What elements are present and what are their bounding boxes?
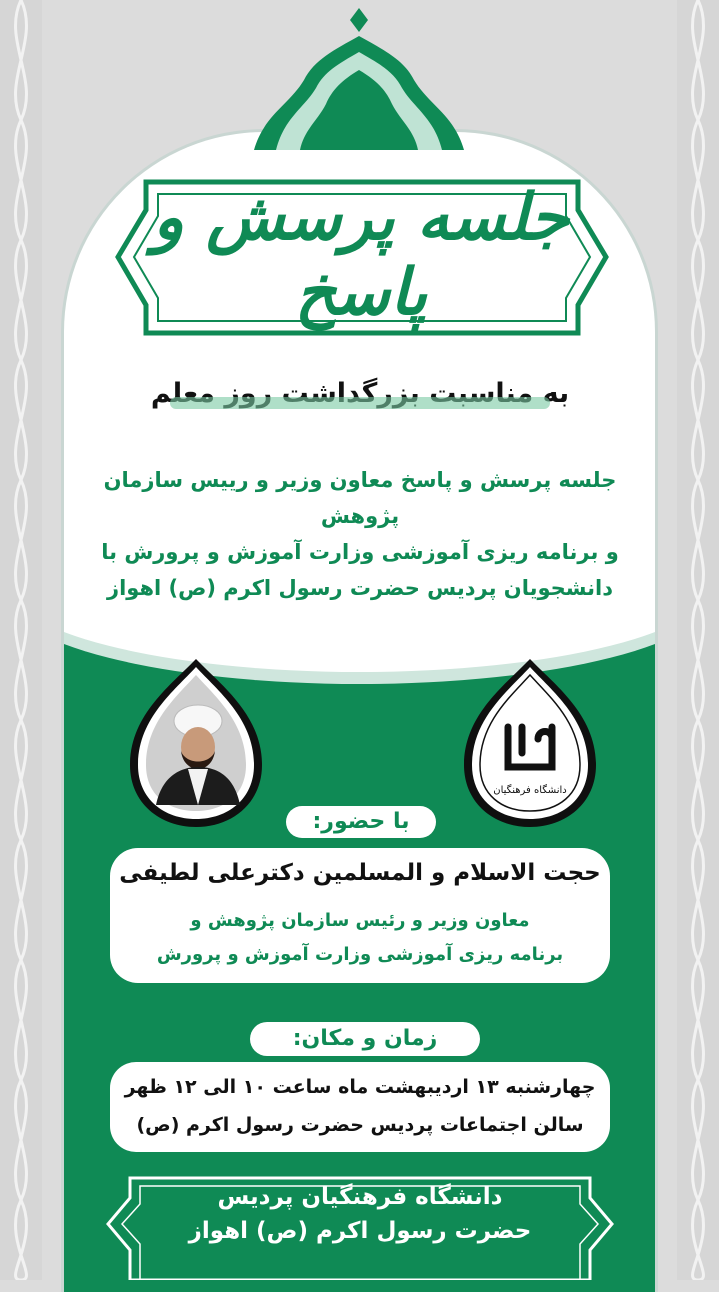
event-title: جلسه پرسش و پاسخ — [153, 180, 569, 330]
description-line: و برنامه ریزی آموزشی وزارت آموزش و پرورش با — [101, 540, 619, 564]
top-dome-ornament — [254, 0, 464, 150]
speaker-role-line: معاون وزیر و رئیس سازمان پژوهش و — [190, 910, 530, 931]
logo-caption: دانشگاه فرهنگیان — [493, 785, 567, 796]
time-line: چهارشنبه ۱۳ اردیبهشت ماه ساعت ۱۰ الی ۱۲ ظهر — [124, 1076, 596, 1098]
event-description — [90, 462, 630, 606]
speaker-box — [110, 848, 610, 983]
description-line: جلسه پرسش و پاسخ معاون وزیر و رییس سازمان پژوهش — [103, 468, 617, 528]
attendance-label: با حضور: — [286, 806, 436, 838]
speaker-role-line: برنامه ریزی آموزشی وزارت آموزش و پرورش — [156, 944, 564, 965]
left-arabesque-pattern — [0, 0, 42, 1280]
footer-line: حضرت رسول اکرم (ص) اهواز — [188, 1218, 532, 1244]
time-place-box — [110, 1062, 610, 1152]
footer-line: دانشگاه فرهنگیان پردیس — [217, 1184, 503, 1210]
description-line: دانشجویان پردیس حضرت رسول اکرم (ص) اهواز — [106, 576, 614, 600]
speaker-name: حجت الاسلام و المسلمین دکترعلی لطیفی — [119, 860, 601, 886]
right-arabesque-pattern — [677, 0, 719, 1280]
university-logo — [460, 655, 600, 830]
occasion-subtitle: به مناسبت بزرگداشت روز معلم — [150, 378, 570, 409]
footer-institution — [130, 1180, 590, 1248]
speaker-role — [110, 904, 610, 972]
place-line: سالن اجتماعات پردیس حضرت رسول اکرم (ص) — [136, 1114, 584, 1136]
time-place-label: زمان و مکان: — [250, 1022, 480, 1056]
speaker-photo — [126, 655, 266, 830]
